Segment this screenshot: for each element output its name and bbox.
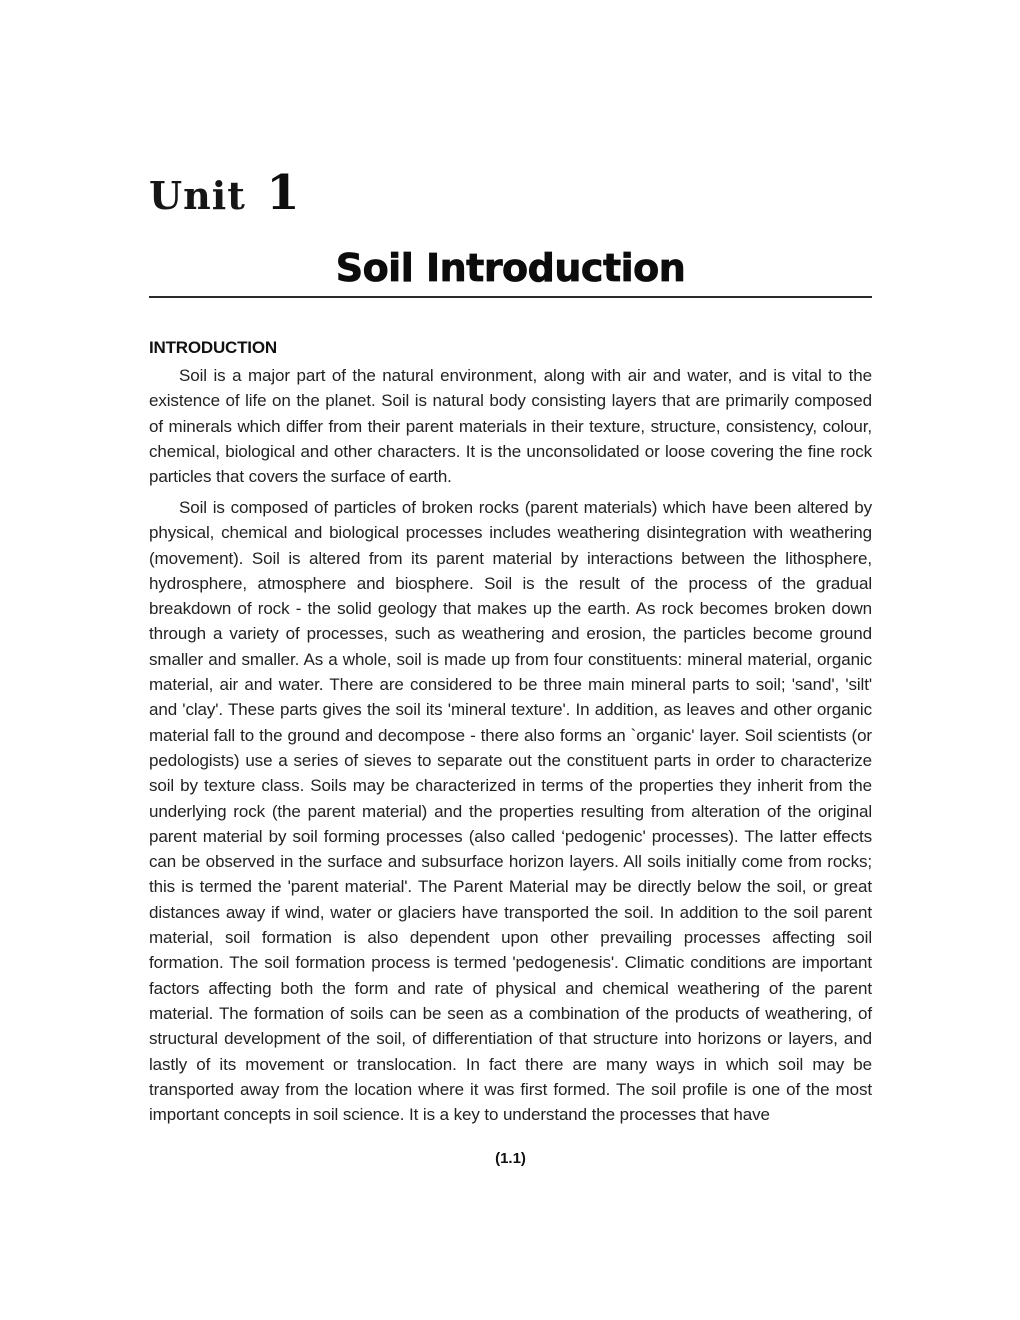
unit-number: 1 — [266, 165, 300, 221]
paragraph-intro-2: Soil is composed of particles of broken rocks (parent materials) which have been altered by physical, chemical and biological processes includes weathering disintegration with weathering (movement). Soil is altered from its parent material by interactions between the lithosphere, hydrosphere, atmosphere and biosphere. Soil is the result of the process of the gradual breakdown of rock - the solid geology that makes up the earth. As rock becomes broken down through a variety of processes, such as weathering and erosion, the particles become ground smaller and smaller. As a whole, soil is made up from four constituents: mineral material, organic material, air and water. There are considered to be three main mineral parts to soil; 'sand', 'silt' and 'clay'. These parts gives the soil its 'mineral texture'. In addition, as leaves and other organic material fall to the ground and decompose - there also forms an `organic' layer. Soil scientists (or pedologists) use a series of sieves to separate out the constituent parts in order to characterize soil by texture class. Soils may be characterized in terms of the properties they inherit from the underlying rock (the parent material) and the properties resulting from alteration of the original parent material by soil forming processes (also called ‘pedogenic' processes). The latter effects can be observed in the surface and subsurface horizon layers. All soils initially come from rocks; this is termed the 'parent material'. The Parent Material may be directly below the soil, or great distances away if wind, water or glaciers have transported the soil. In addition to the soil parent material, soil formation is also dependent upon other prevailing processes affecting soil formation. The soil formation process is termed 'pedogenesis'. Climatic conditions are important factors affecting both the form and rate of physical and chemical weathering of the parent material. The formation of soils can be seen as a combination of the products of weathering, of structural development of the soil, of differentiation of that structure into horizons or layers, and lastly of its movement or translocation. In fact there are many ways in which soil may be transported away from the location where it was first formed. The soil profile is one of the most important concepts in soil science. It is a key to understand the processes that have — [149, 498, 872, 1125]
unit-label: Unit — [149, 173, 246, 218]
title-divider — [149, 296, 872, 298]
page-number: (1.1) — [495, 1150, 526, 1167]
section-heading: INTRODUCTION — [149, 338, 277, 357]
unit-heading — [149, 165, 300, 221]
page-title: Soil Introduction — [335, 246, 686, 290]
paragraph-intro-1: Soil is a major part of the natural environment, along with air and water, and is vital to the existence of life on the planet. Soil is natural body consisting layers that are primarily composed of minerals which differ from their parent materials in their texture, structure, consistency, colour, chemical, biological and other characters. It is the unconsolidated or loose covering the fine rock particles that covers the surface of earth. — [149, 366, 872, 487]
